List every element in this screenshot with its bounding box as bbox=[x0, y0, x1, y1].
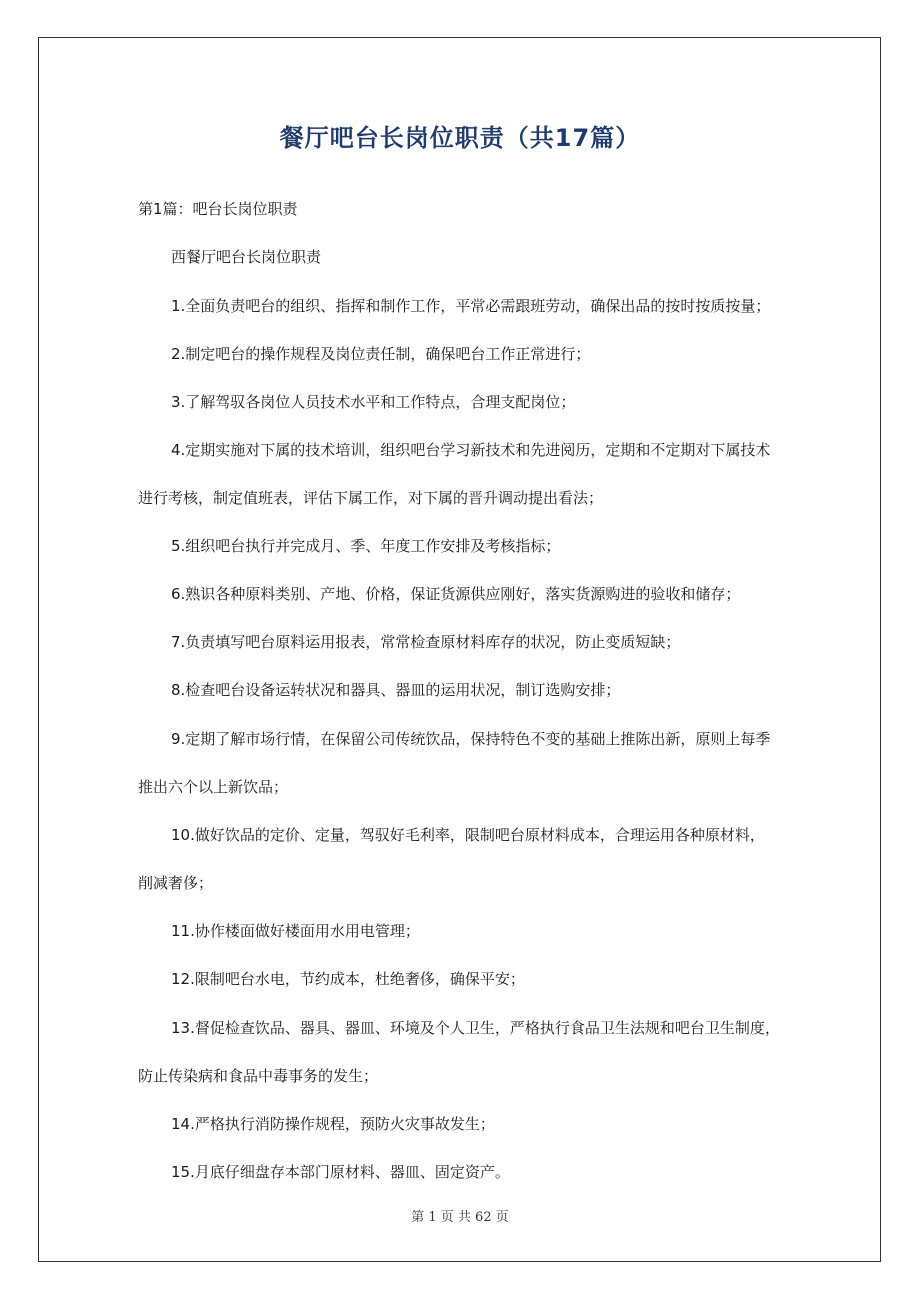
paragraph-line: 11.协作楼面做好楼面用水用电管理； bbox=[171, 922, 420, 940]
section-heading: 第1篇：吧台长岗位职责 bbox=[138, 200, 298, 218]
paragraph-line: 12.限制吧台水电，节约成本，杜绝奢侈，确保平安； bbox=[171, 970, 525, 988]
paragraph-line: 9.定期了解市场行情，在保留公司传统饮品，保持特色不变的基础上推陈出新，原则上每季 bbox=[171, 730, 771, 748]
page-number: 第 1 页 共 62 页 bbox=[411, 1210, 509, 1225]
paragraph-line: 1.全面负责吧台的组织、指挥和制作工作，平常必需跟班劳动，确保出品的按时按质按量； bbox=[171, 297, 771, 315]
paragraph-line: 进行考核，制定值班表，评估下属工作，对下属的晋升调动提出看法； bbox=[138, 489, 604, 507]
document-title: 餐厅吧台长岗位职责（共17篇） bbox=[279, 124, 641, 152]
paragraph-line: 推出六个以上新饮品； bbox=[138, 778, 289, 796]
paragraph-line: 14.严格执行消防操作规程，预防火灾事故发生； bbox=[171, 1115, 495, 1133]
paragraph-line: 削减奢侈； bbox=[138, 874, 214, 892]
paragraph-line: 2.制定吧台的操作规程及岗位责任制，确保吧台工作正常进行； bbox=[171, 345, 591, 363]
paragraph-line: 8.检查吧台设备运转状况和器具、器皿的运用状况，制订选购安排； bbox=[171, 681, 621, 699]
paragraph-line: 13.督促检查饮品、器具、器皿、环境及个人卫生，严格执行食品卫生法规和吧台卫生制度， bbox=[171, 1019, 780, 1037]
paragraph-line: 5.组织吧台执行并完成月、季、年度工作安排及考核指标； bbox=[171, 537, 561, 555]
paragraph-line: 6.熟识各种原料类别、产地、价格，保证货源供应刚好，落实货源购进的验收和储存； bbox=[171, 585, 741, 603]
paragraph-line: 15.月底仔细盘存本部门原材料、器皿、固定资产。 bbox=[171, 1163, 510, 1181]
paragraph-line: 10.做好饮品的定价、定量，驾驭好毛利率，限制吧台原材料成本，合理运用各种原材料， bbox=[171, 826, 765, 844]
paragraph-line: 4.定期实施对下属的技术培训，组织吧台学习新技术和先进阅历，定期和不定期对下属技术 bbox=[171, 441, 771, 459]
paragraph-line: 7.负责填写吧台原料运用报表，常常检查原材料库存的状况，防止变质短缺； bbox=[171, 633, 681, 651]
paragraph-line: 3.了解驾驭各岗位人员技术水平和工作特点，合理支配岗位； bbox=[171, 393, 576, 411]
section-subtitle: 西餐厅吧台长岗位职责 bbox=[171, 248, 322, 266]
paragraph-line: 防止传染病和食品中毒事务的发生； bbox=[138, 1067, 379, 1085]
